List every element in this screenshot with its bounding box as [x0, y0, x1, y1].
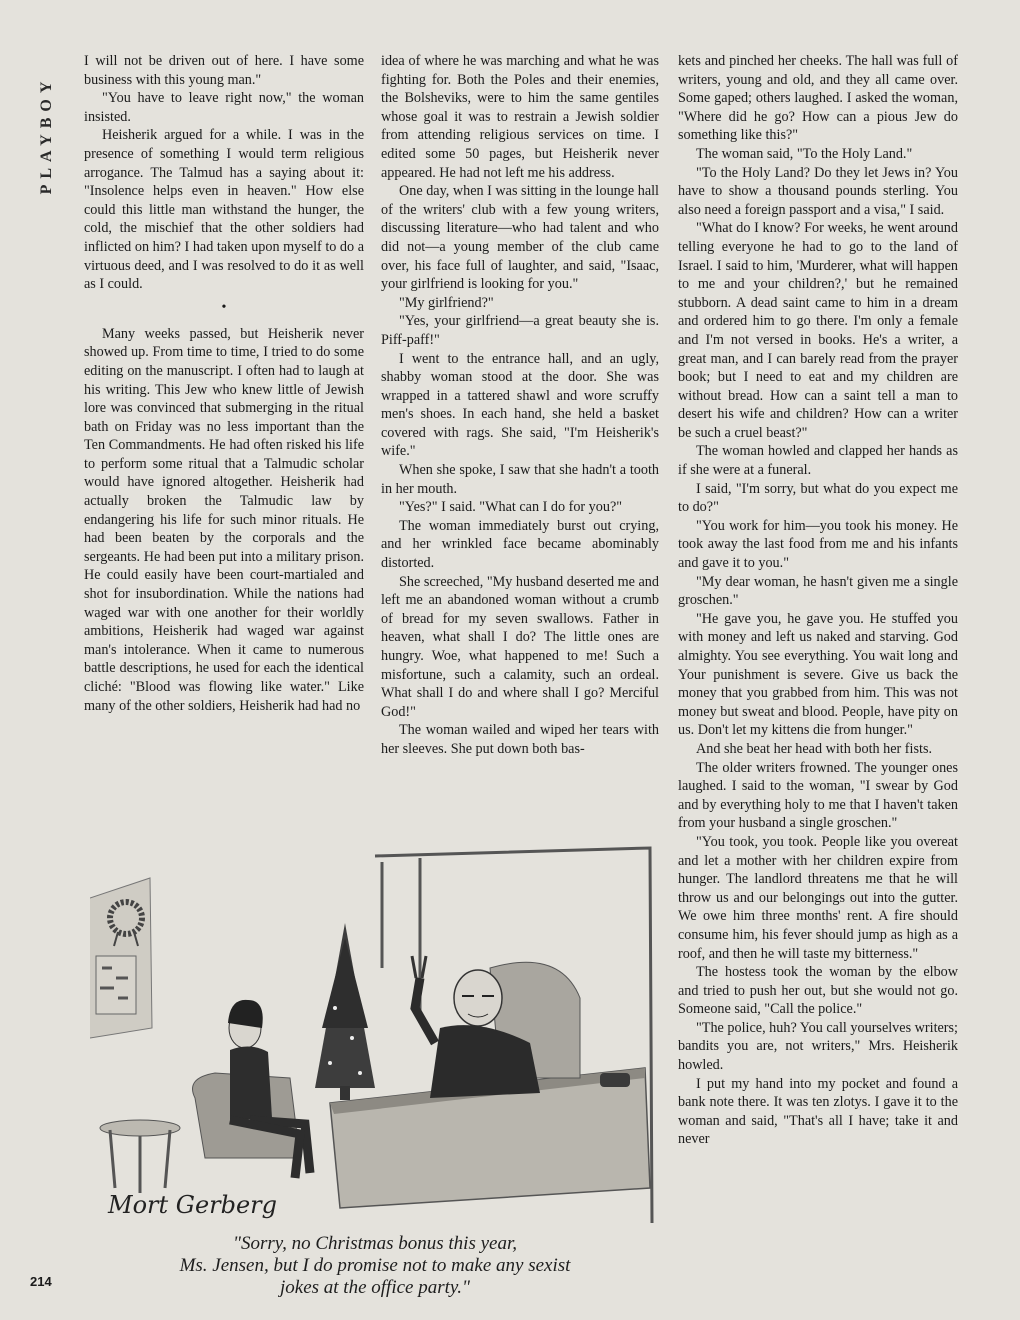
caption-line: Ms. Jensen, but I do promise not to make any sexist	[179, 1255, 571, 1276]
magazine-masthead	[30, 50, 64, 220]
paragraph: idea of where he was marching and what he was fighting for. Both the Poles and their enemies, the Bolsheviks, were to him the same gentiles whose goal it was to restrain a Jewish soldier from attending religious services on time. I edited some 50 pages, but Heisherik never appeared. He had not left me his address.	[381, 53, 659, 181]
paragraph: "My girlfriend?"	[399, 294, 494, 311]
paragraph: When she spoke, I saw that she hadn't a tooth in her mouth.	[381, 462, 659, 497]
cartoon-drawing	[90, 828, 660, 1223]
paragraph: "To the Holy Land? Do they let Jews in? You have to show a thousand pounds sterling. You also need a foreign passport and a visa," I said.	[678, 164, 958, 218]
caption-line: jokes at the office party."	[279, 1277, 471, 1298]
paragraph: "You have to leave right now," the woman insisted.	[84, 90, 364, 125]
paragraph: I went to the entrance hall, and an ugly, shabby woman stood at the door. She was wrapped in a tattered shawl and wore scruffy men's shoes. In each hand, she held a basket covered with rags. She said, "I'm Heisherik's wife."	[381, 350, 659, 460]
wall-with-wreath	[90, 878, 152, 1038]
paragraph: The woman immediately burst out crying, and her wrinkled face became abominably distorted.	[381, 517, 659, 572]
text-column-2	[381, 52, 659, 759]
cartoon-caption	[90, 1233, 660, 1299]
paragraph: She screeched, "My husband deserted me and left me an abandoned woman without a crumb of bread for my seven swallows. Father in heaven, what shall I do? The little ones are hungry. Woe, what happened to me! Such a misfortune, such a calamity, such an ordeal. What shall I do and where shall I go? Merciful God!"	[381, 573, 659, 720]
secretary-figure	[193, 1000, 311, 1178]
paragraph: "Yes?" I said. "What can I do for you?"	[399, 499, 623, 516]
paragraph: "You took, you took. People like you overeat and let a mother with her children expire from hunger. The landlord threatens me that he will throw us and our belongings out into the gutter. We owe him three months' rent. A fire should consume him, his fever should jump as high as a roof, and then he will taste my bitterness."	[678, 833, 958, 962]
paragraph: Heisherik argued for a while. I was in the presence of something I would term religious arrogance. The Talmud has a saying about it: "Insolence helps even in heaven." How else could this little man withstand the hunger, the cold, the mischief that the other soldiers had inflicted on him? I had taken upon myself to do a virtuous deed, and I was resolved to do it as well as I could.	[84, 127, 364, 293]
paragraph: "You work for him—you took his money. He took away the last food from me and his infants and gave it to you."	[678, 517, 958, 572]
paragraph: I put my hand into my pocket and found a bank note there. It was ten zlotys. I gave it to the woman and said, "That's all I have; take it and never	[678, 1075, 958, 1148]
paragraph: The woman said, "To the Holy Land."	[696, 145, 913, 162]
section-separator: •	[221, 299, 227, 315]
paragraph: Many weeks passed, but Heisherik never showed up. From time to time, I tried to do some editing on the manuscript. I often had to laugh at his writing. This Jew who knew little of Jewish lore was convinced that submerging in the ritual bath on Friday was no less important than the Ten Commandments. He had often risked his life to perform some ritual that a Talmudic scholar would have ignored altogether. Heisherik had actually broken the Talmudic law by endangering his life for such minor rituals. He had been beaten by the corporals and the sergeants. He had been put into a military prison. He could easily have been court-martialed and shot for insubordination. While the nations had waged war with one another for their worldly ambitions, Heisherik had waged war against man's intolerance. When it came to numerous battle descriptions, he used for each the identical cliché: "Blood was flowing like water." Like many of the other soldiers, Heisherik had had no	[84, 325, 364, 714]
christmas-tree	[315, 923, 375, 1100]
paragraph: I said, "I'm sorry, but what do you expect me to do?"	[678, 480, 958, 516]
artist-signature: Mort Gerberg	[108, 1191, 278, 1219]
page-number: 214	[30, 1274, 52, 1289]
paragraph: "The police, huh? You call yourselves writers; bandits you are, not writers," Mrs. Heisherik howled.	[678, 1019, 958, 1074]
paragraph: One day, when I was sitting in the lounge hall of the writers' club with a few young writers, discussing literature—who had talent and who did not—a young member of the club came over, his face full of laughter, and said, "Isaac, your girlfriend is looking for you."	[381, 183, 659, 293]
paragraph: kets and pinched her cheeks. The hall was full of writers, young and old, and they all came over. Some gaped; others laughed. I asked the woman, "Where did he go? How can a pious Jew do something like this?"	[678, 53, 958, 144]
paragraph: "What do I know? For weeks, he went around telling everyone he had to go to the land of Israel. I said to him, 'Murderer, what will happen to me and your children?,' but he remained stubborn. A dead saint came to him in a dream and ordered him to go there. I'm only a female and I'm not versed in books. He's a writer, a great man, and I can barely read from the prayer book; but I need to eat and my children are without bread. How can a saint tell a man to desert his wife and children? How can a writer be such a cruel beast?"	[678, 220, 958, 441]
paragraph: "Yes, your girlfriend—a great beauty she is. Piff-paff!"	[381, 313, 659, 348]
masthead-text: PLAYBOY	[38, 75, 55, 195]
caption-line: "Sorry, no Christmas bonus this year,	[232, 1233, 518, 1254]
desk-phone	[600, 1073, 630, 1087]
paragraph: I will not be driven out of here. I have some business with this young man."	[84, 53, 364, 88]
cartoon-illustration	[90, 828, 660, 1223]
paragraph: "He gave you, he gave you. He stuffed you with money and left us naked and starving. God almighty. You see everything. You wait long and Your punishment is severe. Give us back the money that you grabbed from him. This was not money but sweat and blood. People, have pity on us. Don't let my kittens die from hunger."	[678, 610, 958, 739]
text-column-3	[678, 52, 958, 1149]
text-column-1	[84, 52, 364, 715]
paragraph: The hostess took the woman by the elbow and tried to push her out, but she would not go. Someone said, "Call the police."	[678, 964, 958, 1018]
paragraph: The woman howled and clapped her hands as if she were at a funeral.	[678, 443, 958, 479]
paragraph: The older writers frowned. The younger ones laughed. I said to the woman, "I swear by God and by everything holy to me that I haven't taken from your husband a single groschen."	[678, 759, 958, 832]
side-table	[100, 1120, 180, 1193]
paragraph: The woman wailed and wiped her tears with her sleeves. She put down both bas-	[381, 722, 659, 757]
paragraph: And she beat her head with both her fists.	[696, 740, 933, 757]
paragraph: "My dear woman, he hasn't given me a single groschen."	[678, 573, 958, 609]
